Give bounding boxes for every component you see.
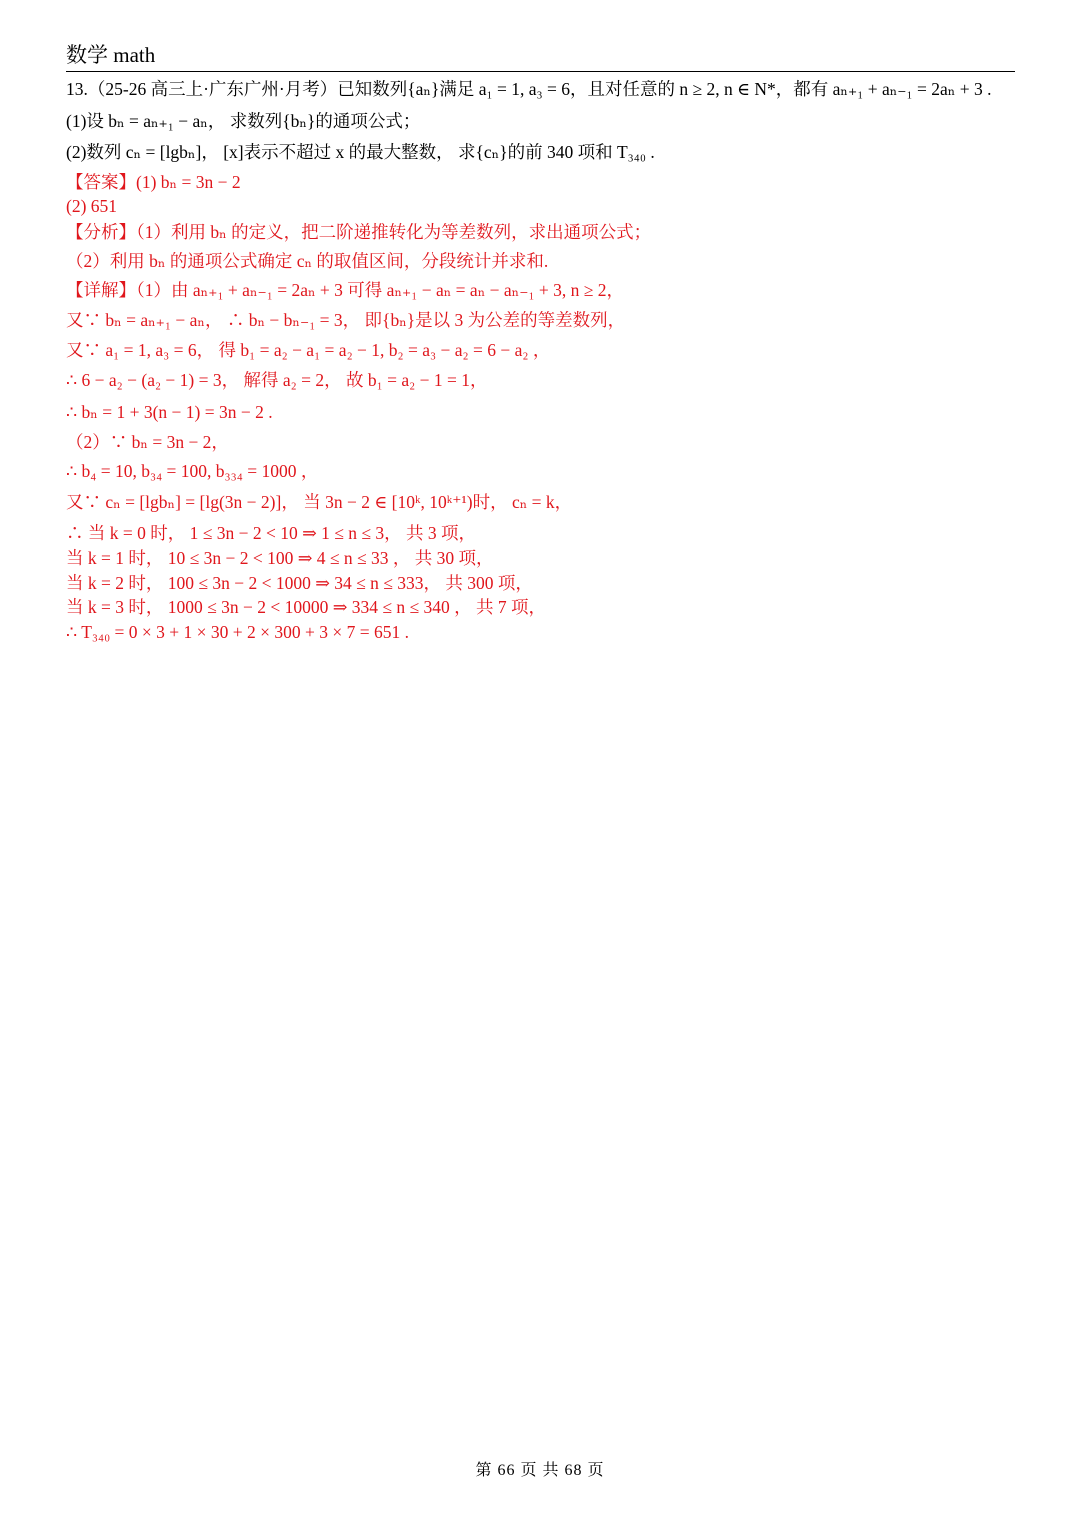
analysis-line-1 xyxy=(66,221,651,243)
solution-text-9: ∴ 当 k = 0 时， 1 ≤ 3n − 2 < 10 ⇒ 1 ≤ n ≤ 3， 共 3 项， xyxy=(66,523,476,543)
analysis-text-1: （1）利用 bₙ 的定义，把二阶递推转化为等差数列，求出通项公式； xyxy=(136,222,652,242)
solution-text-7: ∴ b₄ = 10, b₃₄ = 100, b₃₃₄ = 1000 ， xyxy=(66,461,319,481)
answer-label: 【答案】 xyxy=(66,172,136,192)
answer-line-1 xyxy=(66,171,241,193)
solution-text-12: 当 k = 3 时， 1000 ≤ 3n − 2 < 10000 ⇒ 334 ≤ n ≤ 340 ， 共 7 项， xyxy=(66,597,546,617)
page-number-footer: 第 66 页 共 68 页 xyxy=(475,1462,605,1479)
header-divider xyxy=(66,71,1015,72)
solution-text-5: ∴ bₙ = 1 + 3(n − 1) = 3n − 2 . xyxy=(66,402,273,422)
solution-line-1 xyxy=(66,279,624,301)
answer-part-2: (2) 651 xyxy=(66,196,118,216)
solution-text-4: ∴ 6 − a₂ − (a₂ − 1) = 3， 解得 a₂ = 2， 故 b₁ = a₂ − 1 = 1， xyxy=(66,370,488,390)
solution-text-3: 又∵ a₁ = 1, a₃ = 6， 得 b₁ = a₂ − a₁ = a₂ − 1, b₂ = a₃ − a₂ = 6 − a₂ ， xyxy=(66,340,551,360)
solution-text-2: 又∵ bₙ = aₙ₊₁ − aₙ， ∴ bₙ − bₙ₋₁ = 3， 即{bₙ}是以 3 为公差的等差数列， xyxy=(66,310,626,330)
solution-text-13: ∴ T₃₄₀ = 0 × 3 + 1 × 30 + 2 × 300 + 3 × 7 = 651 . xyxy=(66,622,410,642)
analysis-text-2: （2）利用 bₙ 的通项公式确定 cₙ 的取值区间，分段统计并求和. xyxy=(66,251,549,271)
problem-part-1: (1)设 bₙ = aₙ₊₁ − aₙ， 求数列{bₙ}的通项公式； xyxy=(66,111,421,131)
analysis-label: 【分析】 xyxy=(66,222,136,242)
problem-part-2: (2)数列 cₙ = [lgbₙ]， [x]表示不超过 x 的最大整数， 求{cₙ}的前 340 项和 T₃₄₀ . xyxy=(66,142,655,162)
solution-text-8: 又∵ cₙ = [lgbₙ] = [lg(3n − 2)]， 当 3n − 2 ∈ [10ᵏ, 10ᵏ⁺¹)时， cₙ = k， xyxy=(66,492,573,512)
solution-text-1: （1）由 aₙ₊₁ + aₙ₋₁ = 2aₙ + 3 可得 aₙ₊₁ − aₙ = aₙ − aₙ₋₁ + 3, n ≥ 2， xyxy=(136,280,625,300)
solution-text-11: 当 k = 2 时， 100 ≤ 3n − 2 < 1000 ⇒ 34 ≤ n ≤ 333， 共 300 项， xyxy=(66,573,533,593)
problem-stem: 13.（25-26 高三上·广东广州·月考）已知数列{aₙ}满足 a₁ = 1, a₃ = 6，且对任意的 n ≥ 2, n ∈ N*，都有 aₙ₊₁ + aₙ₋₁ = 2aₙ + 3 . xyxy=(66,79,992,99)
solution-label: 【详解】 xyxy=(66,280,136,300)
solution-text-10: 当 k = 1 时， 10 ≤ 3n − 2 < 100 ⇒ 4 ≤ n ≤ 33 ， 共 30 项， xyxy=(66,548,494,568)
page-header-title: 数学 math xyxy=(66,43,156,67)
answer-part-1: (1) bₙ = 3n − 2 xyxy=(136,172,241,192)
solution-text-6: （2）∵ bₙ = 3n − 2， xyxy=(66,432,229,452)
